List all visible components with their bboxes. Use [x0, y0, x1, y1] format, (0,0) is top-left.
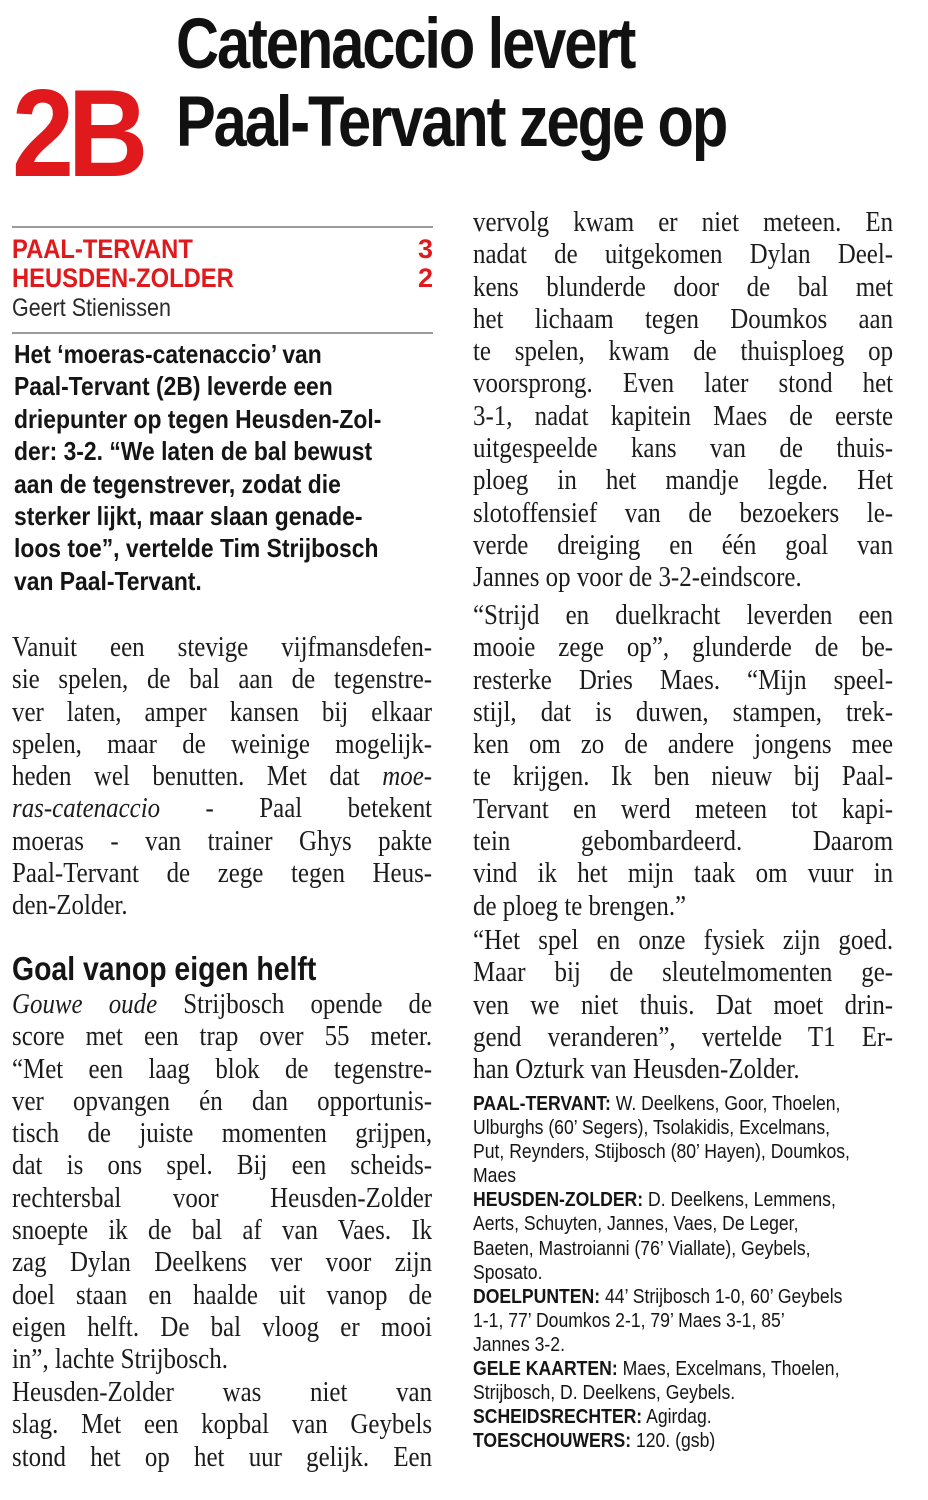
body-line: score met een trap over 55 meter.	[12, 1021, 433, 1053]
lineup-text: Agirdag.	[642, 1406, 712, 1429]
headline-line-2: Paal-Tervant zege op	[176, 83, 727, 162]
body-line: slotoffensief van de bezoekers le-	[473, 497, 894, 529]
subheading: Goal vanop eigen helft	[12, 950, 317, 987]
home-team-row	[12, 233, 433, 265]
lineup-text: W. Deelkens, Goor, Thoelen,	[610, 1093, 841, 1115]
lineup-line: Jannes 3-2.	[473, 1333, 565, 1356]
body-line: moeras - van trainer Ghys pakte	[12, 825, 433, 857]
intro-line: aan de tegenstrever, zodat die	[14, 468, 341, 499]
home-team-score: 3	[417, 234, 433, 264]
paragraph-4	[473, 600, 893, 923]
lineup-line	[473, 1357, 843, 1381]
paragraph-3-continued	[473, 207, 893, 595]
body-line: Paal-Tervant de zege tegen Heus-	[12, 858, 433, 890]
intro-line: der: 3-2. “We laten de bal bewust	[14, 436, 373, 467]
lineup-text: 120. (gsb)	[631, 1430, 716, 1453]
lineup-label: SCHEIDSRECHTER:	[473, 1406, 643, 1429]
body-line: snoepte ik de bal af van Vaes. Ik	[12, 1215, 433, 1247]
lineup-line	[473, 1188, 843, 1212]
lineup-line	[473, 1285, 843, 1309]
division-label: 2B	[12, 65, 143, 203]
lineup-line: Sposato.	[473, 1261, 543, 1284]
article-intro	[14, 338, 434, 597]
top-rule	[12, 226, 433, 228]
body-line: resterke Dries Maes. “Mijn speel-	[473, 664, 894, 696]
body-line: slag. Met een kopbal van Geybels	[12, 1409, 433, 1441]
paragraph-1	[12, 632, 432, 923]
intro-line: sterker lijkt, maar slaan genade-	[14, 501, 363, 532]
paragraph-3-start	[12, 1377, 432, 1474]
lineup-line: 1-1, 77’ Doumkos 2-1, 79’ Maes 3-1, 85’	[473, 1309, 785, 1332]
body-line: gend veranderen”, vertelde T1 Er-	[473, 1021, 894, 1053]
lineup-line	[473, 1405, 843, 1429]
article-headline	[176, 6, 806, 162]
body-line: tein gebombardeerd. Daarom	[473, 826, 894, 858]
italic-term: moe-	[382, 761, 433, 793]
body-line: doel staan en haalde uit vanop de	[12, 1279, 433, 1311]
body-line: den-Zolder.	[12, 890, 128, 922]
lineup-line: Put, Reynders, Stijbosch (80’ Hayen), Doumkos,	[473, 1141, 850, 1164]
body-line: het lichaam tegen Doumkos aan	[473, 303, 894, 335]
body-line: vervolg kwam er niet meteen. En	[473, 207, 894, 238]
body-line: 3-1, nadat kapitein Maes de eerste	[473, 400, 894, 432]
body-line: “Met een laag blok de tegenstre-	[12, 1053, 433, 1085]
body-text: Strijbosch opende de	[157, 989, 433, 1020]
body-line: ploeg in het mandje legde. Het	[473, 465, 894, 497]
body-line: “Strijd en duelkracht leverden een	[473, 600, 894, 631]
body-line	[12, 761, 432, 793]
body-line: Heusden-Zolder was niet van	[12, 1377, 433, 1408]
body-line: sie spelen, de bal aan de tegenstre-	[12, 664, 433, 696]
body-line: verde dreiging en één goal van	[473, 529, 894, 561]
body-line: te spelen, kwam de thuisploeg op	[473, 336, 894, 368]
body-line: vind ik het mijn taak om vuur in	[473, 858, 894, 890]
body-line: Maar bij de sleutelmomenten ge-	[473, 957, 894, 989]
intro-line: van Paal-Tervant.	[14, 565, 202, 596]
lineup-text: Maes, Excelmans, Thoelen,	[617, 1358, 840, 1381]
body-line: dat is ons spel. Bij een scheids-	[12, 1150, 433, 1182]
body-line: Vanuit een stevige vijfmansdefen-	[12, 632, 433, 663]
body-line: ken om zo de andere jongens mee	[473, 729, 894, 761]
author-byline: Geert Stienissen	[12, 294, 171, 322]
body-line: ver laten, amper kansen bij elkaar	[12, 696, 433, 728]
body-line	[12, 989, 432, 1021]
body-line: te krijgen. Ik ben nieuw bij Paal-	[473, 761, 894, 793]
body-line: rechtersbal voor Heusden-Zolder	[12, 1182, 433, 1214]
lineup-line: Maes	[473, 1165, 517, 1188]
lineup-text: D. Deelkens, Lemmens,	[643, 1189, 836, 1212]
bottom-rule	[12, 332, 433, 334]
body-text: heden wel benutten. Met dat	[12, 761, 383, 793]
body-line	[12, 793, 432, 825]
body-line: stijl, dat is duwen, stampen, trek-	[473, 696, 894, 728]
body-line: ven we niet thuis. Dat moet drin-	[473, 989, 894, 1021]
lineup-line: Strijbosch, D. Deelkens, Geybels.	[473, 1382, 736, 1405]
body-line: uitgespeelde kans van de thuis-	[473, 433, 894, 465]
away-team-score: 2	[417, 263, 433, 293]
body-line: mooie zege op”, glunderde de be-	[473, 632, 894, 664]
headline-line-1: Catenaccio levert	[176, 5, 635, 84]
body-line: spelen, maar de weinige mogelijk-	[12, 728, 433, 760]
body-line: Tervant en werd meteen tot kapi-	[473, 793, 894, 825]
body-line: in”, lachte Strijbosch.	[12, 1344, 228, 1376]
body-line: kens blunderde door de bal met	[473, 271, 894, 303]
body-line: “Het spel en onze fysiek zijn goed.	[473, 925, 894, 956]
intro-line: Paal-Tervant (2B) leverde een	[14, 371, 333, 402]
lineup-label: DOELPUNTEN:	[473, 1285, 601, 1308]
body-line: nadat de uitgekomen Dylan Deel-	[473, 239, 894, 271]
intro-line: Het ‘moeras-catenaccio’ van	[14, 339, 322, 369]
paragraph-2	[12, 989, 432, 1377]
intro-line: driepunter op tegen Heusden-Zol-	[14, 403, 382, 434]
match-facts	[473, 1092, 893, 1453]
lineup-line	[473, 1429, 843, 1453]
lineup-label: TOESCHOUWERS:	[473, 1430, 632, 1453]
body-text: - Paal betekent	[160, 793, 433, 825]
away-team-row	[12, 262, 433, 294]
body-line: de ploeg te brengen.”	[473, 890, 687, 922]
lineup-label: HEUSDEN-ZOLDER:	[473, 1189, 644, 1212]
italic-term: Gouwe oude	[12, 989, 158, 1020]
italic-term: ras-catenaccio	[12, 793, 161, 825]
lineup-line: Ulburghs (60’ Segers), Tsolakidis, Excelmans,	[473, 1117, 831, 1140]
body-line: han Ozturk van Heusden-Zolder.	[473, 1054, 800, 1086]
body-line: stond het op het uur gelijk. Een	[12, 1441, 433, 1473]
lineup-label: PAAL-TERVANT:	[473, 1093, 611, 1115]
home-team-name: PAAL-TERVANT	[12, 234, 193, 264]
body-line: zag Dylan Deelkens ver voor zijn	[12, 1247, 433, 1279]
lineup-line: Aerts, Schuyten, Jannes, Vaes, De Leger,	[473, 1213, 799, 1236]
body-line: voorsprong. Even later stond het	[473, 368, 894, 400]
body-line: tisch de juiste momenten grijpen,	[12, 1118, 433, 1150]
away-team-name: HEUSDEN-ZOLDER	[12, 263, 234, 293]
body-line: Jannes op voor de 3-2-eindscore.	[473, 562, 802, 594]
body-line: eigen helft. De bal vloog er mooi	[12, 1311, 433, 1343]
body-line: ver opvangen én dan opportunis-	[12, 1085, 433, 1117]
intro-line: loos toe”, vertelde Tim Strijbosch	[14, 533, 379, 564]
lineup-text: 44’ Strijbosch 1-0, 60’ Geybels	[600, 1285, 843, 1308]
lineup-line: Baeten, Mastroianni (76’ Viallate), Geybels,	[473, 1237, 811, 1260]
paragraph-5	[473, 925, 893, 1086]
lineup-line	[473, 1092, 843, 1116]
lineup-label: GELE KAARTEN:	[473, 1358, 618, 1381]
